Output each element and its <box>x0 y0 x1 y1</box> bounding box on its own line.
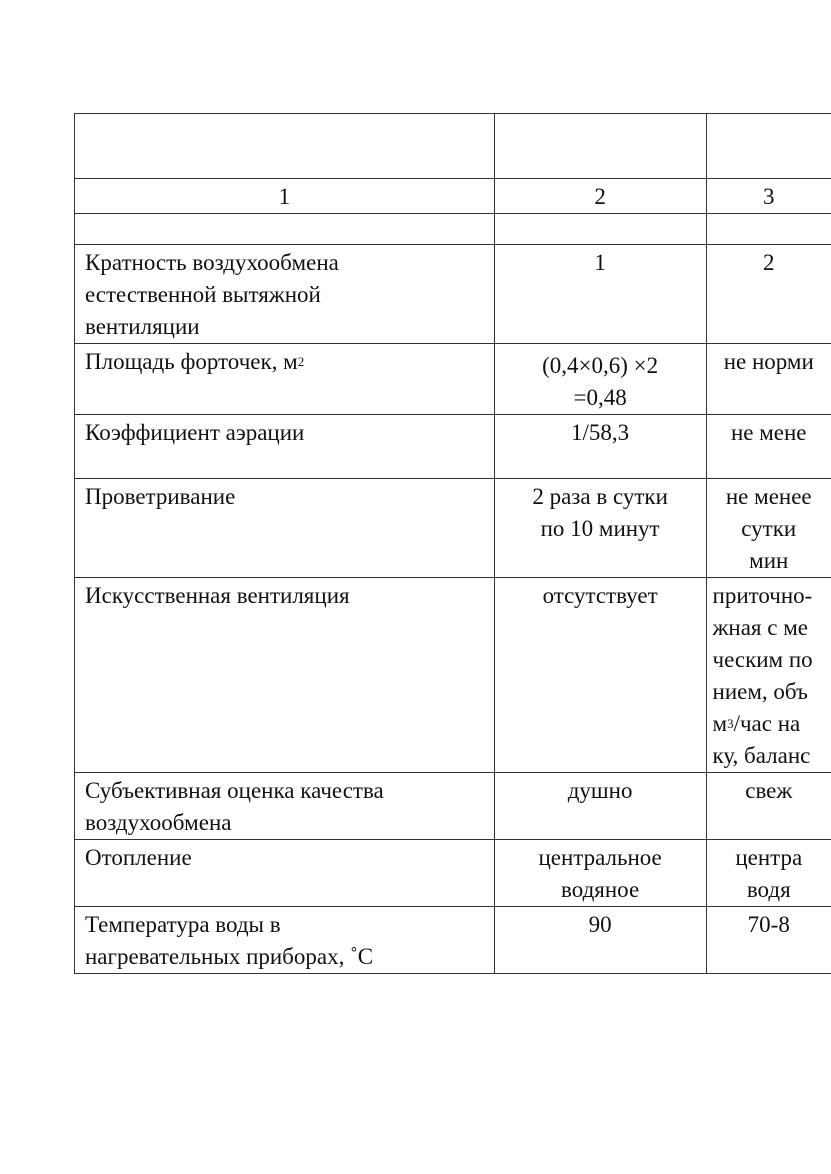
row-label <box>75 245 495 344</box>
value-line: отсутствует <box>542 583 658 608</box>
value-cell <box>494 245 706 344</box>
table-row <box>75 344 831 415</box>
spacer-row <box>75 214 831 245</box>
label-line: Проветривание <box>85 484 236 509</box>
header-cell <box>75 114 495 179</box>
value-line: центральное <box>538 845 662 870</box>
row-label <box>75 907 495 974</box>
norm-line: свеж <box>745 778 793 803</box>
column-number: 3 <box>706 179 831 214</box>
row-label <box>75 773 495 840</box>
value-cell <box>494 479 706 578</box>
value-cell <box>494 578 706 773</box>
label-line: Кратность воздухообмена <box>85 250 339 275</box>
value-line: (0,4×0,6) ×2 <box>542 353 659 378</box>
norm-cell <box>706 773 831 840</box>
label-line: Температура воды в <box>85 912 281 937</box>
row-label <box>75 840 495 907</box>
norm-cell <box>706 479 831 578</box>
row-label <box>75 578 495 773</box>
column-number: 1 <box>75 179 495 214</box>
empty-cell <box>494 214 706 245</box>
unit-text: /час на <box>733 711 801 736</box>
norm-line: приточно- <box>712 583 813 608</box>
value-cell <box>494 907 706 974</box>
norm-cell <box>706 907 831 974</box>
row-label <box>75 344 495 415</box>
value-line: водяное <box>561 877 640 902</box>
norm-line: водя <box>746 877 791 902</box>
superscript: 2 <box>297 354 305 369</box>
norm-cell <box>706 578 831 773</box>
column-number: 2 <box>494 179 706 214</box>
label-line: Коэффициент аэрации <box>85 420 305 445</box>
table-row <box>75 773 831 840</box>
norm-line: ку, баланс <box>712 743 811 768</box>
label-line: Искусственная вентиляция <box>85 583 350 608</box>
norm-line: не мене <box>730 420 807 445</box>
label-line: воздухообмена <box>85 810 232 835</box>
table-row <box>75 907 831 974</box>
norm-line: ческим по <box>712 647 813 672</box>
norm-cell <box>706 344 831 415</box>
norm-line: мин <box>749 548 789 573</box>
table-row <box>75 245 831 344</box>
norm-line: 2 <box>763 250 775 275</box>
label-line: естественной вытяжной <box>85 282 321 307</box>
norm-line: не норми <box>723 349 814 374</box>
norm-line: центра <box>735 845 803 870</box>
norm-line <box>713 708 827 740</box>
column-number-row <box>75 179 831 214</box>
value-cell <box>494 415 706 479</box>
norm-cell <box>706 840 831 907</box>
row-label <box>75 479 495 578</box>
value-line: 1/58,3 <box>571 420 630 445</box>
value-line: =0,48 <box>573 385 627 410</box>
data-table <box>74 113 831 974</box>
table-row <box>75 479 831 578</box>
norm-line: 70-8 <box>747 912 790 937</box>
table-row <box>75 415 831 479</box>
value-line: 1 <box>594 250 606 275</box>
value-line: 2 раза в сутки <box>532 484 668 509</box>
value-cell <box>494 840 706 907</box>
norm-line: не менее <box>725 484 812 509</box>
label-line: Отопление <box>85 845 192 870</box>
norm-line: нием, объ <box>712 679 808 704</box>
value-cell <box>494 344 706 415</box>
table-header-empty-row <box>75 114 831 179</box>
header-cell <box>494 114 706 179</box>
table-row <box>75 578 831 773</box>
value-line: 90 <box>588 912 612 937</box>
label-line: Субъективная оценка качества <box>85 778 384 803</box>
value-cell <box>494 773 706 840</box>
table-row <box>75 840 831 907</box>
norm-cell <box>706 245 831 344</box>
value-line: по 10 минут <box>540 516 660 541</box>
label-line: нагревательных приборах, ˚С <box>85 944 374 969</box>
unit-text: м <box>712 711 728 736</box>
norm-line: сутки <box>741 516 797 541</box>
norm-cell <box>706 415 831 479</box>
superscript: 3 <box>727 716 734 731</box>
empty-cell <box>75 214 495 245</box>
norm-line: жная с ме <box>712 615 808 640</box>
label-line: вентиляции <box>85 314 200 339</box>
value-line: душно <box>567 778 633 803</box>
header-cell <box>706 114 831 179</box>
label-line: Площадь форточек, м <box>85 349 298 374</box>
row-label <box>75 415 495 479</box>
empty-cell <box>706 214 831 245</box>
